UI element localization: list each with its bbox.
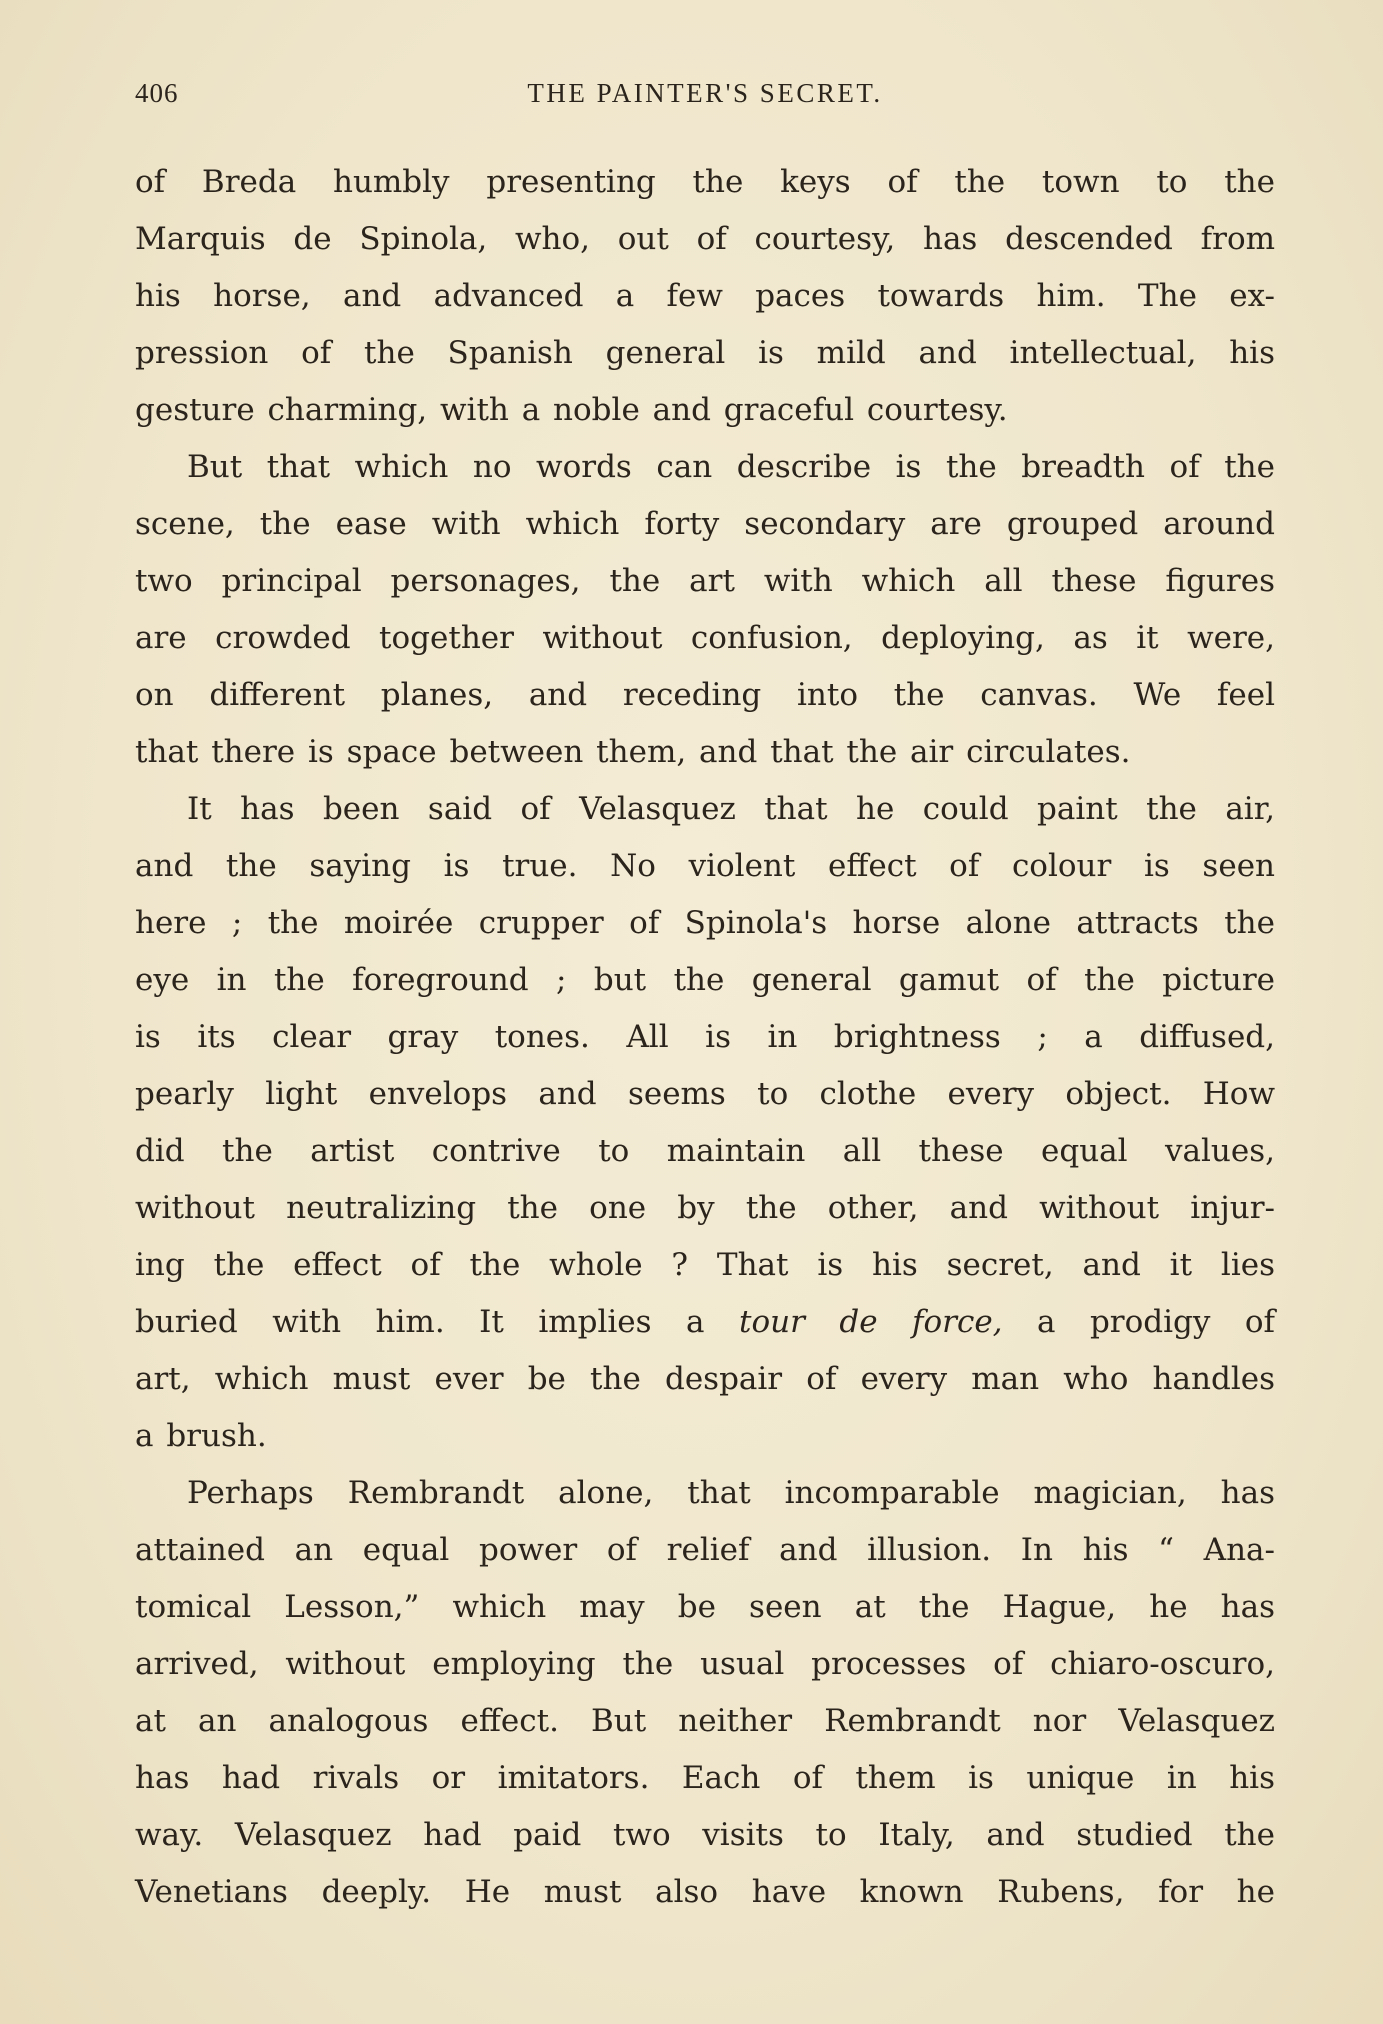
text-line: Venetians deeply. He must also have known Rubens, for he — [135, 1874, 1275, 1910]
text-line: eye in the foreground ; but the general gamut of the picture — [135, 962, 1275, 998]
text-line: arrived, without employing the usual processes of chiaro-oscuro, — [135, 1646, 1275, 1682]
text-line: and the saying is true. No violent effect of colour is seen — [135, 848, 1275, 884]
text-line: tomical Lesson,” which may be seen at the Hague, he has — [135, 1589, 1275, 1625]
text-line: two principal personages, the art with which all these figures — [135, 563, 1275, 599]
text-line: has had rivals or imitators. Each of them is unique in his — [135, 1760, 1275, 1796]
text-line: did the artist contrive to maintain all these equal values, — [135, 1133, 1275, 1169]
text-line: Marquis de Spinola, who, out of courtesy, has descended from — [135, 221, 1275, 257]
text-line: his horse, and advanced a few paces towards him. The ex- — [135, 278, 1275, 314]
text-line-with-italic — [135, 1294, 1275, 1351]
text-line: of Breda humbly presenting the keys of the town to the — [135, 164, 1275, 200]
text-line: on different planes, and receding into the canvas. We feel — [135, 677, 1275, 713]
text-line: pression of the Spanish general is mild and intellectual, his — [135, 335, 1275, 371]
text-line: that there is space between them, and that the air circulates. — [135, 734, 1131, 770]
body-text — [135, 154, 1275, 1921]
text-line: is its clear gray tones. All is in brightness ; a diffused, — [135, 1019, 1275, 1055]
text-line: scene, the ease with which forty secondary are grouped around — [135, 506, 1275, 542]
text-segment: a prodigy of — [1002, 1304, 1276, 1340]
running-title: THE PAINTER'S SECRET. — [527, 78, 883, 108]
italic-phrase: tour de force, — [738, 1304, 1003, 1340]
text-line: way. Velasquez had paid two visits to Italy, and studied the — [135, 1817, 1275, 1853]
page-number: 406 — [135, 78, 179, 108]
text-line: a brush. — [135, 1418, 267, 1454]
text-line: ing the effect of the whole ? That is his secret, and it lies — [135, 1247, 1275, 1283]
text-line: It has been said of Velasquez that he could paint the air, — [187, 791, 1275, 827]
text-line: Perhaps Rembrandt alone, that incomparable magician, has — [187, 1475, 1275, 1511]
text-line: here ; the moirée crupper of Spinola's horse alone attracts the — [135, 905, 1275, 941]
text-line: attained an equal power of relief and illusion. In his “ Ana- — [135, 1532, 1275, 1568]
text-line: But that which no words can describe is the breadth of the — [187, 449, 1275, 485]
text-line: without neutralizing the one by the other, and without injur- — [135, 1190, 1275, 1226]
text-line: art, which must ever be the despair of every man who handles — [135, 1361, 1275, 1397]
text-line: at an analogous effect. But neither Rembrandt nor Velasquez — [135, 1703, 1275, 1739]
text-line: are crowded together without confusion, deploying, as it were, — [135, 620, 1275, 656]
text-segment: buried with him. It implies a — [135, 1304, 739, 1340]
text-line: pearly light envelops and seems to clothe every object. How — [135, 1076, 1275, 1112]
running-head — [135, 78, 1275, 118]
text-line: gesture charming, with a noble and graceful courtesy. — [135, 392, 1008, 428]
